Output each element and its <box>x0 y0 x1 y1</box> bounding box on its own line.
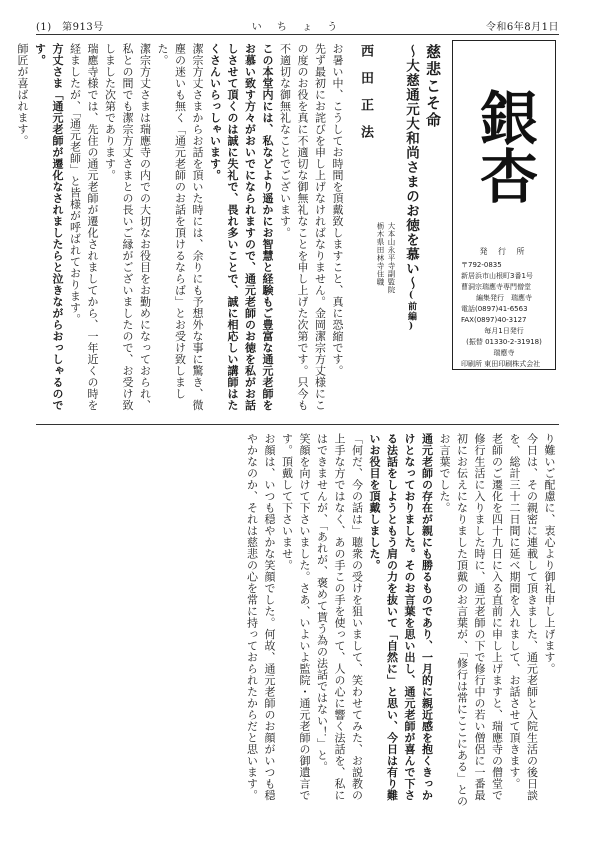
postal-code: 〒792-0835 <box>461 261 502 269</box>
paragraph: り難いご配慮に、衷心より御礼申し上げます。 <box>543 433 556 675</box>
paragraph: 今日は、その親密に連載して頂きました、通元老師と入院生活の後日談を、総計三十二日間に延べ期間を入れまして、お話させて頂きます。 <box>508 433 539 801</box>
article-body-top <box>16 43 346 415</box>
paragraph: 潔宗方丈さまからお話を頂いた時には、余りにも予想外な事に驚き、微塵の迷いも無く「通元老師のお話を頂けるならば」とお受け致しました。 <box>156 43 204 411</box>
author-title-1: 大本山永平寺副監院 <box>387 222 396 294</box>
paragraph: お顔は、いつも穏やかな笑顔でした。何故、通元老師のお顔がいつも穏やかなのか、それは慈悲の心を常に持っておられたからだと思います。 <box>245 433 276 801</box>
author-name: 西田正法 <box>358 44 373 152</box>
paragraph: 方丈さま「通元老師が遷化なされましたらと泣きながらおっしゃるのです。 <box>33 43 64 411</box>
article-body-bottom <box>36 433 558 811</box>
fax: FAX(0897)40-3127 <box>461 316 527 324</box>
masthead-box <box>452 40 556 370</box>
transfer-account: (振替 01330-2-31918) <box>466 338 542 346</box>
temple-group: 曹洞宗瑞應寺専門僧堂 <box>461 283 531 291</box>
publisher-info <box>461 246 547 370</box>
paragraph: 瑞應寺様では、先住の通元老師が遷化されましてから、一年近くの時を経ましたが、「通元老師」と皆様が呼ばれております。 <box>68 43 99 411</box>
paragraph: お暑い中、こうしてお時間を頂戴致しますこと、真に恐縮です。 <box>331 43 344 377</box>
editor: 編集発行 瑞應寺 <box>476 294 532 302</box>
publish-frequency: 毎月1日発行 <box>484 327 524 335</box>
masthead-title: 銀杏 <box>470 88 538 204</box>
feature-title: 慈悲こそ命 <box>424 44 442 129</box>
paragraph: 師匠が喜ばれます。 <box>16 43 29 147</box>
header-rule <box>36 34 559 35</box>
paragraph: 潔宗方丈さまは瑞應寺の内での大切なお役目をお勤めになっておられ、私との間でも潔宗方丈さまとの長いご縁がございましたので、お受け致しました次第であります。 <box>103 43 152 411</box>
paragraph: 笑顔を向けて下さいました。さあ、いよいよ監院・通元老師の御遺言です。頂戴して下さいませ。 <box>280 433 311 801</box>
printer: 印刷所 東田印刷株式会社 <box>461 360 541 368</box>
paragraph: この本堂内には、私などより遥かにお智慧と経験もご豊富な通元老師をお慕い致す方々がおいでになられますので、通元老師のお徳を私がお話しさせて頂くのは誠に失礼で、畏れ多いことで、誠に相応しい講師はたくさんいらっしゃいます。 <box>208 43 274 411</box>
feature-subtitle-text: ～大慈通元大和尚さまのお徳を慕い～ <box>403 44 419 291</box>
issue-number: (1) 第913号 <box>36 22 104 33</box>
feature-heading <box>352 44 444 384</box>
publisher-label: 発 行 所 <box>479 247 529 256</box>
telephone: 電話(0897)41-6563 <box>461 305 528 313</box>
newsletter-name: い ち ょ う <box>251 22 344 33</box>
paragraph: 先ず最初にお詫びを申し上げなければなりません。金岡潔宗方丈様にこの度のお役を真に不適切な御無礼なことを申し上げた次第です。只今も不適切な御無礼なことでございます。 <box>278 43 327 411</box>
paragraph: 老師のご遷化を四十九日に入る直前に申し上げますと、瑞應寺の僧堂で修行生活に入りました時に、通元老師の下で修行中の若い僧侶に一番最初にお伝えになりました頂戴のお言葉が、「修行は常にここにある」とのお言葉でした。 <box>438 433 504 807</box>
feature-subtitle <box>401 44 421 384</box>
author-title-2: 栃木県田林寺住職 <box>376 222 385 286</box>
issue-date: 令和6年8月1日 <box>485 22 559 33</box>
author-titles <box>375 222 397 384</box>
paragraph: 通元老師の存在が親にも勝るものであり、一月的に親近感を抱くきっかけとなっておりました。そのお言葉を思い出し、通元老師が喜んで下さる法話をしようともう肩の力を抜いて「自然に」と思い、今日は有り難いお役目を頂戴しました。 <box>368 433 434 801</box>
address: 新居浜市山根町3番1号 <box>461 272 533 280</box>
feature-part: (前編) <box>406 290 416 333</box>
band-divider <box>36 424 559 425</box>
temple-name: 瑞應寺 <box>493 349 515 357</box>
paragraph: 「何だ、今の話は」聴衆の受けを狙いまして、笑わせてみた、お説教の上手な方ではなく、あの手この手を使って、人の心に響く法話を、私にはできませんが、「あれが、褒めて貰う為の法話ではない！」と。 <box>315 433 364 801</box>
